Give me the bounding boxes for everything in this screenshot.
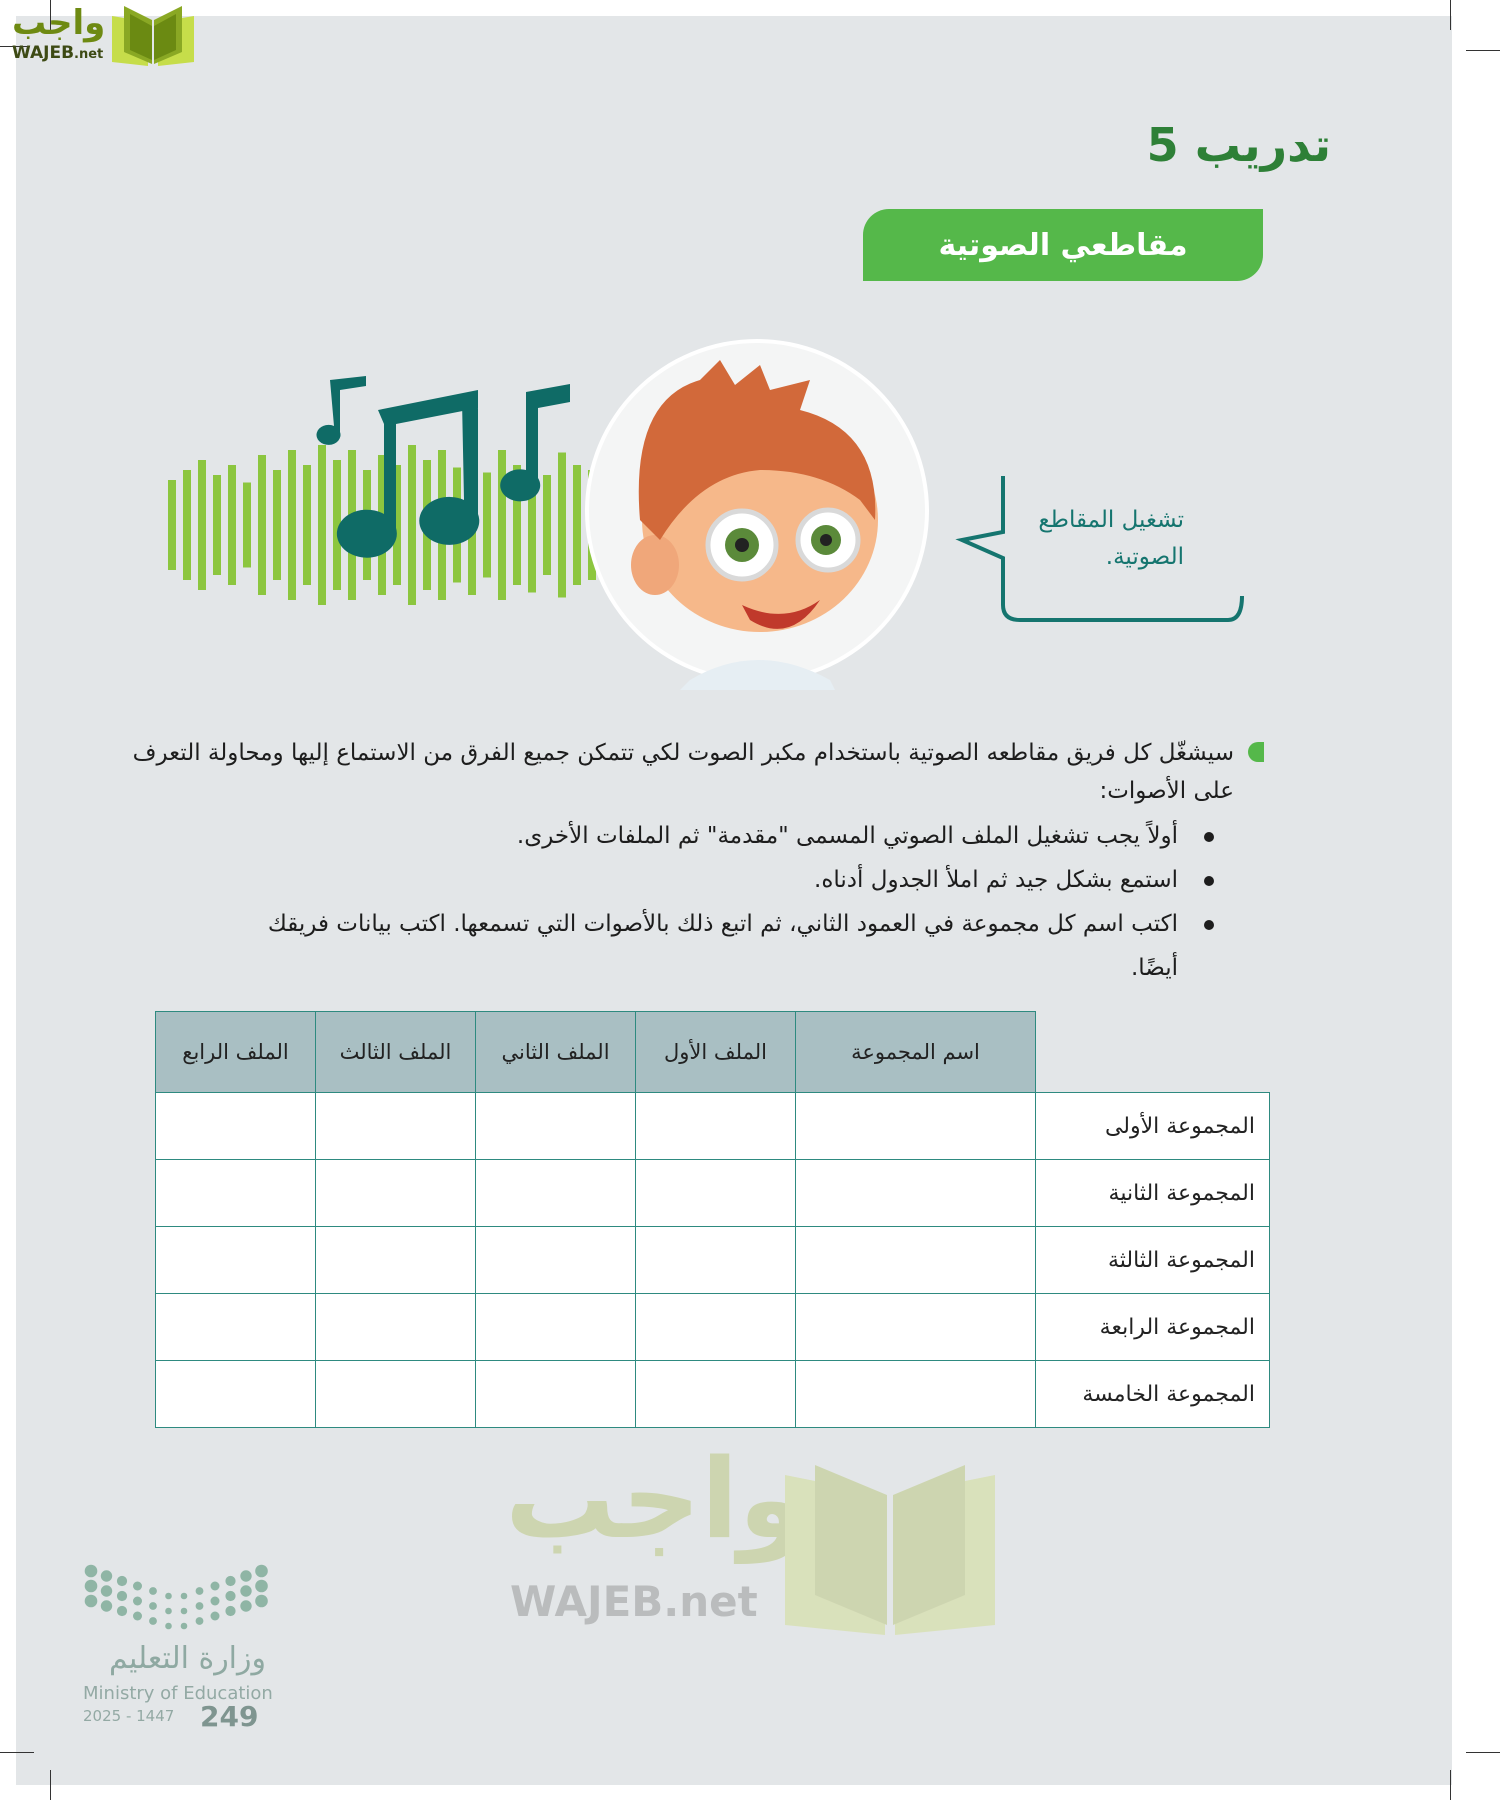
table-row (156, 1294, 1270, 1361)
sound-bar (408, 445, 416, 605)
sound-bar (543, 475, 551, 575)
answer-cell[interactable] (476, 1093, 636, 1160)
page-title: تدريب 5 (1146, 118, 1331, 172)
answer-cell[interactable] (636, 1160, 796, 1227)
table-row (156, 1361, 1270, 1428)
crop-mark (50, 1770, 51, 1800)
speech-bubble-text: تشغيل المقاطع الصوتية. (1038, 507, 1184, 570)
list-item: أولاً يجب تشغيل الملف الصوتي المسمى "مقدمة" ثم الملفات الأخرى. (214, 814, 1214, 858)
logo-text-en: WAJEB.net (12, 43, 104, 63)
answer-cell[interactable] (476, 1294, 636, 1361)
sound-bar (228, 465, 236, 585)
row-label: المجموعة الثانية (1036, 1160, 1270, 1227)
answer-cell[interactable] (316, 1361, 476, 1428)
sound-bar (198, 460, 206, 590)
instructions-list (214, 814, 1214, 990)
crop-mark (1450, 1770, 1451, 1800)
illustration (0, 0, 1500, 720)
answer-cell[interactable] (316, 1093, 476, 1160)
sound-bar (498, 450, 506, 600)
table-row (156, 1227, 1270, 1294)
sound-bar (168, 480, 176, 570)
row-label: المجموعة الخامسة (1036, 1361, 1270, 1428)
table-row (156, 1093, 1270, 1160)
answer-cell[interactable] (796, 1227, 1036, 1294)
header-group-name: اسم المجموعة (796, 1012, 1036, 1093)
row-label: المجموعة الرابعة (1036, 1294, 1270, 1361)
answer-cell[interactable] (156, 1294, 316, 1361)
answer-cell[interactable] (476, 1160, 636, 1227)
bullet-icon (1204, 832, 1214, 842)
logo-text-ar: واجب (12, 3, 106, 43)
sound-bar (318, 445, 326, 605)
answer-cell[interactable] (156, 1160, 316, 1227)
sound-bar (573, 465, 581, 585)
answer-cell[interactable] (636, 1227, 796, 1294)
answer-cell[interactable] (316, 1160, 476, 1227)
answer-cell[interactable] (156, 1093, 316, 1160)
table-header-row (156, 1012, 1270, 1093)
header-file-4: الملف الرابع (156, 1012, 316, 1093)
sound-bar (303, 465, 311, 585)
sound-bar (213, 475, 221, 575)
crop-mark (0, 1752, 34, 1753)
sound-bar (243, 483, 251, 568)
sound-bar (258, 455, 266, 595)
crop-mark (1466, 1752, 1500, 1753)
row-label: المجموعة الأولى (1036, 1093, 1270, 1160)
ministry-emblem-icon (83, 1561, 273, 1631)
answer-cell[interactable] (796, 1093, 1036, 1160)
answer-cell[interactable] (636, 1361, 796, 1428)
section-banner: مقاطعي الصوتية (863, 209, 1263, 281)
answer-cell[interactable] (796, 1160, 1036, 1227)
list-item: اكتب اسم كل مجموعة في العمود الثاني، ثم اتبع ذلك بالأصوات التي تسمعها. اكتب بيانات فريقك أيضًا. (214, 902, 1214, 990)
answer-cell[interactable] (316, 1294, 476, 1361)
page-number: 249 (200, 1700, 259, 1733)
header-file-3: الملف الثالث (316, 1012, 476, 1093)
sound-bar (483, 473, 491, 578)
sound-bar (273, 470, 281, 580)
answer-cell[interactable] (316, 1227, 476, 1294)
header-file-1: الملف الأول (636, 1012, 796, 1093)
paragraph-marker-icon (1248, 742, 1264, 762)
sound-bar (183, 470, 191, 580)
bullet-icon (1204, 920, 1214, 930)
answer-cell[interactable] (156, 1227, 316, 1294)
header-blank (1036, 1012, 1270, 1093)
answer-cell[interactable] (636, 1294, 796, 1361)
answer-cell[interactable] (796, 1294, 1036, 1361)
sound-bar (288, 450, 296, 600)
row-label: المجموعة الثالثة (1036, 1227, 1270, 1294)
answer-cell[interactable] (636, 1093, 796, 1160)
ministry-logo: وزارة التعليم Ministry of Education 2025 - 1447 (83, 1561, 283, 1731)
boy-avatar (585, 339, 929, 690)
table-row (156, 1160, 1270, 1227)
answer-cell[interactable] (476, 1227, 636, 1294)
answer-cell[interactable] (796, 1361, 1036, 1428)
header-file-2: الملف الثاني (476, 1012, 636, 1093)
list-item: استمع بشكل جيد ثم املأ الجدول أدناه. (214, 858, 1214, 902)
sound-bar (558, 453, 566, 598)
instructions-intro: سيشغّل كل فريق مقاطعه الصوتية باستخدام مكبر الصوت لكي تتمكن جميع الفرق من الاستماع إليها ومحاولة التعرف على الأصوات: (132, 740, 1234, 804)
answer-cell[interactable] (156, 1361, 316, 1428)
bullet-icon (1204, 876, 1214, 886)
answer-cell[interactable] (476, 1361, 636, 1428)
watermark: واجب WAJEB.net (505, 1455, 1005, 1635)
sounds-table (155, 1011, 1270, 1428)
